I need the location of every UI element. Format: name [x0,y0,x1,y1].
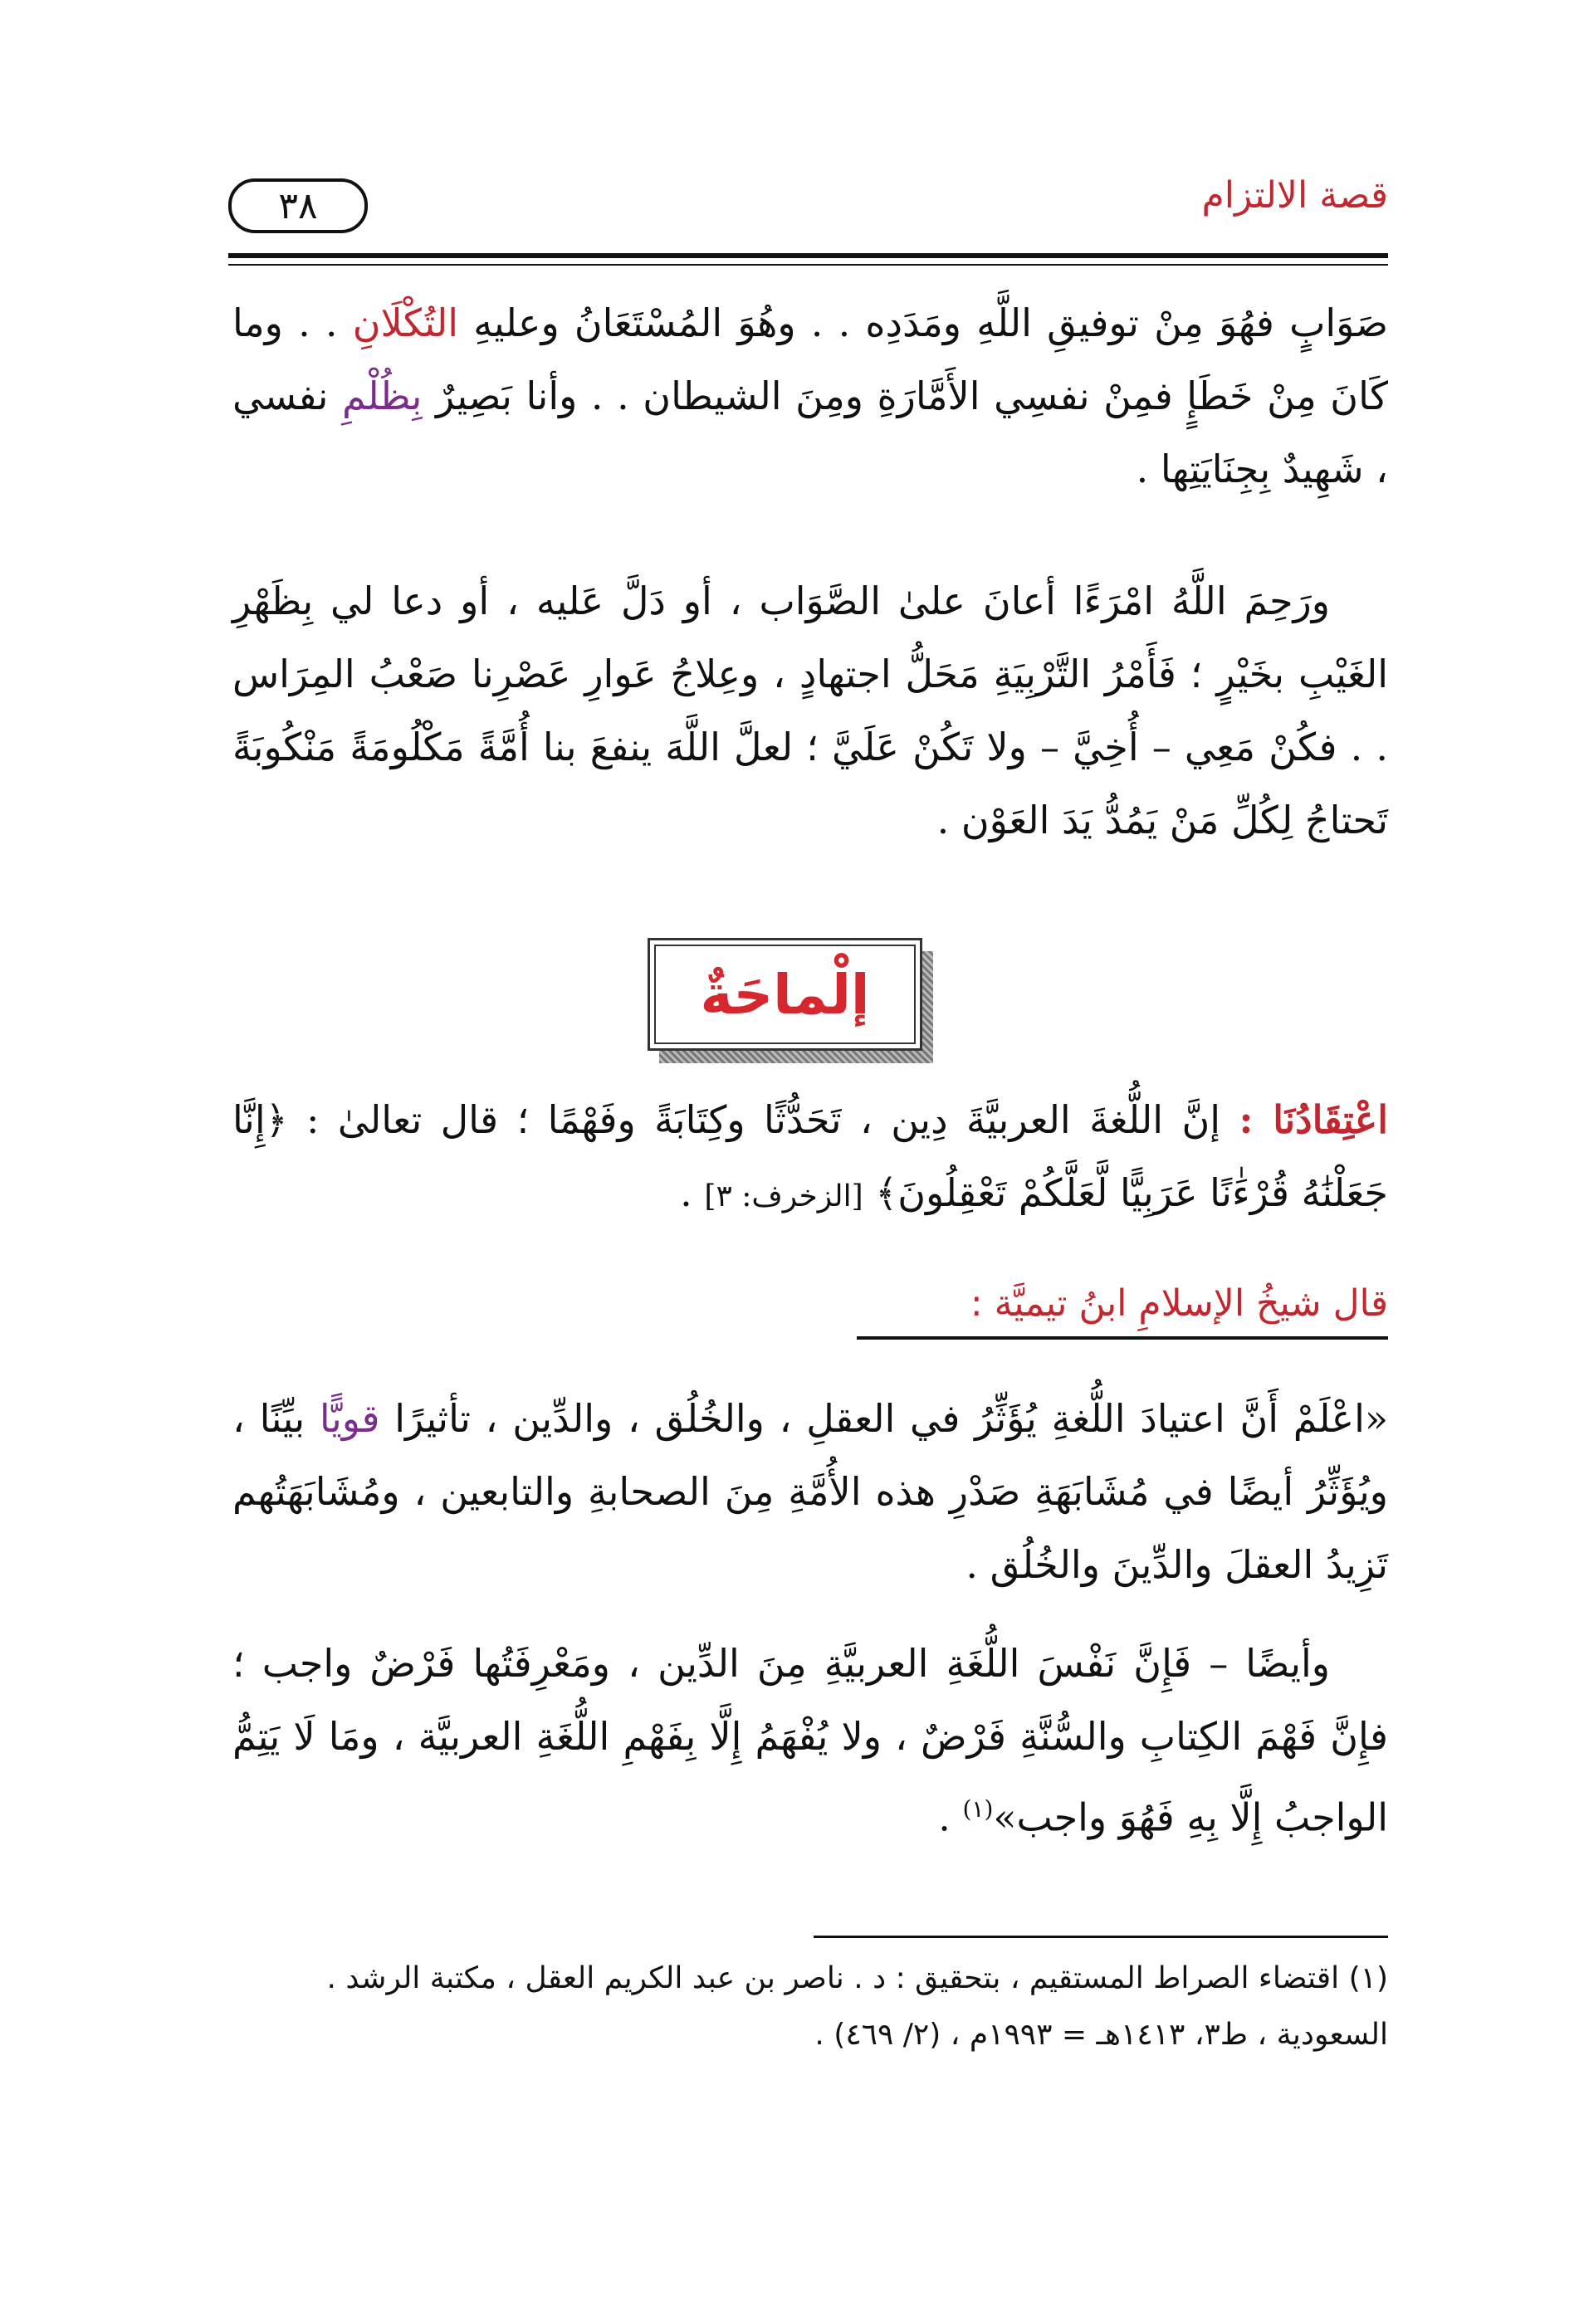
footnote-marker: (١) [962,1795,994,1823]
paragraph-2: ورَحِمَ اللَّهُ امْرَءًا أعانَ علىٰ الصَّوَاب ، أو دَلَّ عَليه ، أو دعا لي بِظَهْرِ الغَيْبِ بخَيْرٍ ؛ فَأَمْرُ التَّرْبِيَةِ مَحَلُّ اجتهادٍ ، وعِلاجُ عَوارِ عَصْرِنا صَعْبُ المِرَاس . . فكُنْ مَعِي – أُخِيَّ – ولا تَكُنْ عَلَيَّ ؛ لعلَّ اللَّهَ ينفعَ بنا أُمَّةً مَكْلُومَةً مَنْكُوبَةً تَحتاجُ لِكُلِّ مَنْ يَمُدُّ يَدَ العَوْن . [232,579,1388,842]
page-number: ٣٨ [228,178,368,233]
paragraph-3-end: . [680,1170,705,1215]
paragraph-4 [232,1382,1388,1601]
paragraph-1-highlight-red: التُكْلَانِ [352,300,459,345]
running-title: قصة الالتزام [1201,174,1388,217]
page-header [228,158,1388,249]
paragraph-3 [232,1083,1388,1233]
paragraph-5-text: وأيضًا – فَإِنَّ نَفْسَ اللُّغَةِ العربيَّةِ مِنَ الدِّين ، ومَعْرِفَتُها فَرْضٌ واجب ؛ فإِنَّ فَهْمَ الكِتابِ والسُّنَّةِ فَرْضٌ ، ولا يُفْهَمُ إِلَّا بِفَهْمِ اللُّغَةِ العربيَّة ، ومَا لَا يَتِمُّ الواجبُ إِلَّا بِهِ فَهُوَ واجب» [232,1641,1388,1840]
paragraph-1-text-a: صَوَابٍ فهُوَ مِنْ توفيقِ اللَّهِ ومَدَدِه . . وهُوَ المُسْتَعَانُ وعليهِ [458,300,1389,345]
footnote: (١) اقتضاء الصراط المستقيم ، بتحقيق : د . ناصر بن عبد الكريم العقل ، مكتبة الرشد . السعودية ، ط٣، ١٤١٣هـ = ١٩٩٣م ، (٢/ ٤٦٩) . [326,1961,1388,2052]
quote-subheading: قال شيخُ الإسلامِ ابنُ تيميَّة : [857,1282,1388,1340]
paragraph-1-highlight-purple: بِظُلْمِ [342,374,423,418]
section-title: إلْماحَةٌ [648,938,922,1051]
paragraph-4-text-a: «اعْلَمْ أَنَّ اعتيادَ اللُّغةِ يُؤَثِّرُ في العقلِ ، والخُلُق ، والدِّين ، تأثيرًا [379,1396,1388,1441]
header-rule-thick [228,253,1388,258]
paragraph-1-text-b: . . وما كَانَ مِنْ خَطَإٍ فمِنْ نفسِي الأَمَّارَةِ ومِنَ الشيطان . . وأنا بَصِيرٌ [232,300,1388,418]
section-title-box [648,938,938,1067]
paragraph-1-text-c: نفسي ، شَهِيدٌ بِجِنَايَتِها . [232,374,1388,491]
footnote-rule [814,1936,1388,1938]
paragraph-4-highlight: قويًّا [319,1396,380,1441]
paragraph-4-text-b: بيِّنًا ، ويُؤَثِّرُ أيضًا في مُشَابَهَةِ صَدْرِ هذه الأُمَّةِ مِنَ الصحابةِ والتابعين ، ومُشَابَهَتُهم تَزِيدُ العقلَ والدِّينَ والخُلُق . [232,1396,1388,1587]
quran-reference: [الزخرف: ٣] [704,1179,863,1213]
paragraph-3-text: إنَّ اللُّغةَ العربيَّةَ دِين ، تَحَدُّثًا وكِتَابَةً وفَهْمًا ؛ قال تعالىٰ : ﴿إِنَّا جَعَلْنَٰهُ قُرْءَٰنًا عَرَبِيًّا لَّعَلَّكُمْ تَعْقِلُونَ﴾ [232,1097,1388,1215]
paragraph-5-end: . [938,1794,963,1840]
belief-label: اعْتِقَادُنَا : [1239,1097,1388,1142]
header-rule-thin [228,264,1388,266]
paragraph-5 [232,1627,1388,1853]
paragraph-1 [232,286,1388,505]
